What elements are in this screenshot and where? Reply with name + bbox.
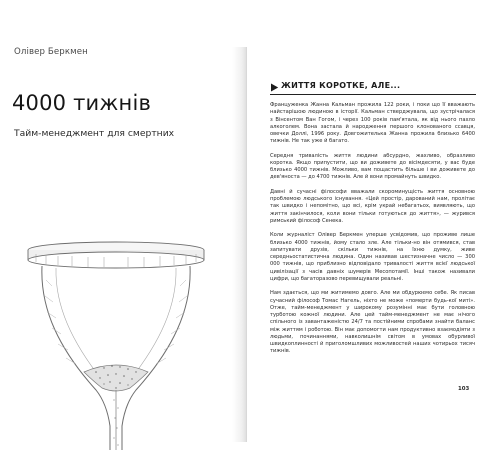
book-gutter [246, 47, 247, 442]
paragraph: Нам здається, що ми житимемо довго. Але ми обдурюємо себе. Як писав сучасний філософ Томас Нагель, ніхто не може «померти будь-кої миті». Отже, тайм-менеджмент у широкому розумінні має бути головною турботою кожної людини. Але цей тайм-менеджмент не має нічого спільного із завантаженістю 24/7 та постійними спробами знайти баланс між життям і роботою. Він має допомогти нам продуктивно взаємодіяти з людьми, починаннями, навколишнім світом в умовах обурливої швидкоплинності й приголомшливих можливостей наших чотирьох тисяч тижнів. [270, 290, 475, 355]
book-gutter-shadow [232, 47, 246, 442]
page-number: 103 [458, 386, 470, 392]
book-title: 4000 тижнів [12, 91, 152, 115]
paragraph: Коли журналіст Олівер Беркмен уперше усвідомив, що проживе лише близько 4000 тижнів, йому стало зле. Але тільки-но він отямився, став запитувати друзів, скільки тижнів, на їхню думку, живе середньостатистична людина. Один називав шестизначне число — 300 000 тижнів, що приблизно відповідало тривалості життя всієї людської цивілізації з часів давніх шумерів Месопотамії. Інші також називали цифри, що багаторазово перевищували реальні. [270, 232, 475, 282]
hourglass-icon [0, 240, 232, 450]
section-heading-bar [270, 82, 476, 95]
author-name: Олівер Беркмен [14, 47, 88, 57]
body-text [270, 102, 475, 363]
paragraph: Француженка Жанна Кальман прожила 122 роки, і поки що її вважають найстарішою людиною в історії. Кальман стверджувала, що зустрічалася з Вінсентом Ван Гогом, і через 100 років пам'ятала, як від нього пахло алкоголем. Вона застала й народження першого клонованого ссавця, овечки Доллі, 1996 року. Довгожителька Жанна прожила близько 6400 тижнів. Не так уже й багато. [270, 102, 475, 145]
section-heading: ЖИТТЯ КОРОТКЕ, АЛЕ... [281, 81, 401, 90]
paragraph: Давні й сучасні філософи вважали скороминущість життя основною проблемою людського існування. «Цей простір, дарований нам, пролітає так швидко і непомітно, що всі, крім украй небагатьох, виявляють, що життя закінчилося, коли вони тільки готуються до життя», — журився римський філософ Сенека. [270, 188, 475, 224]
book-subtitle: Тайм-менеджмент для смертних [14, 128, 175, 139]
play-triangle-icon [270, 83, 279, 92]
paragraph: Середня тривалість життя людини абсурдно, жахливо, образливо коротка. Якщо припустити, що ви доживете до вісімдесяти, у вас буде близько 4000 тижнів. Можливо, вам пощастить більше і ви доживете до дев'яноста — до 4700 тижнів. Але й вони промайнуть швидко. [270, 152, 475, 181]
